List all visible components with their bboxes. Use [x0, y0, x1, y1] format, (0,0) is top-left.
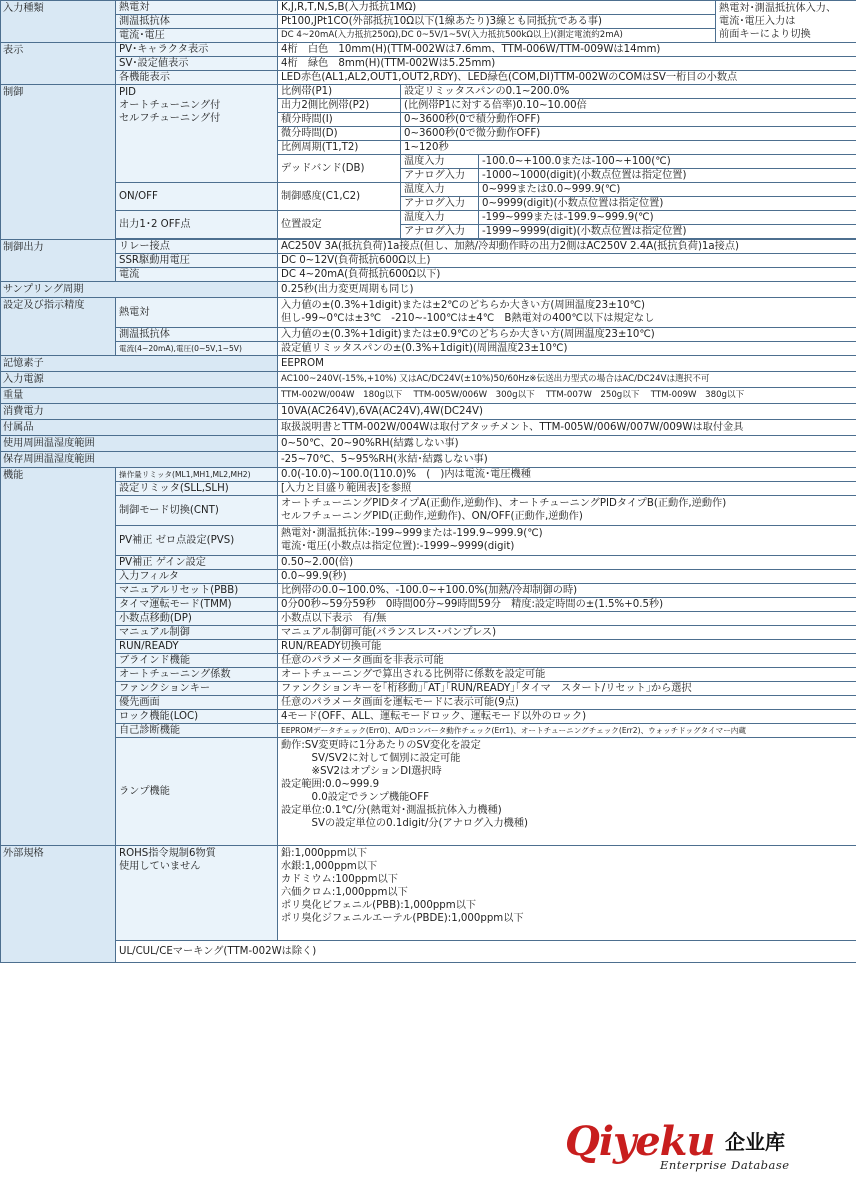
- rohs-value: 鉛:1,000ppm以下 水銀:1,000ppm以下 カドミウム:100ppm以下 六価クロム:1,000ppm以下 ポリ臭化ビフェニル(PBB):1,000ppm以下 ポリ臭化ジフェニルエーテル(PBDE):1,000ppm以下: [278, 846, 856, 941]
- cat-display: 表示: [1, 43, 116, 85]
- input-thermocouple-label: 熱電対: [116, 1, 278, 15]
- accuracy-thermo-label: 熱電対: [116, 298, 278, 328]
- input-switch-note: 熱電対･測温抵抗体入力、 電流･電圧入力は 前面キーにより切換: [716, 1, 856, 43]
- pid-i-value: 0~3600秒(0で積分動作OFF): [401, 113, 856, 127]
- display-func-value: LED赤色(AL1,AL2,OUT1,OUT2,RDY)、LED緑色(COM,DI)TTM-002WのCOMはSV一桁目の小数点: [278, 71, 856, 85]
- func-lock-value: 4モード(OFF、ALL、運転モードロック、運転モード以外のロック): [278, 710, 856, 724]
- out-off-temp-label: 温度入力: [401, 211, 479, 225]
- pid-d-value: 0~3600秒(0で微分動作OFF): [401, 127, 856, 141]
- output-ssr-value: DC 0~12V(負荷抵抗600Ω以上): [278, 254, 856, 268]
- pid-t-label: 比例周期(T1,T2): [278, 141, 401, 155]
- onoff-analog-label: アナログ入力: [401, 197, 479, 211]
- display-pv-value: 4桁 白色 10mm(H)(TTM-002Wは7.6mm、TTM-006W/TTM-009Wは14mm): [278, 43, 856, 57]
- consumption-value: 10VA(AC264V),6VA(AC24V),4W(DC24V): [278, 404, 856, 420]
- onoff-temp-label: 温度入力: [401, 183, 479, 197]
- accuracy-rtd-label: 測温抵抗体: [116, 328, 278, 342]
- marking-value: UL/CUL/CEマーキング(TTM-002Wは除く): [116, 941, 856, 963]
- logo-cn: 企业库: [725, 1130, 785, 1154]
- cat-input-type: 入力種類: [1, 1, 116, 43]
- func-cnt-label: 制御モード切換(CNT): [116, 496, 278, 526]
- func-pvs-value: 熱電対･測温抵抗体:-199~999または-199.9~999.9(℃) 電流･電圧(小数点は指定位置):-1999~9999(digit): [278, 526, 856, 556]
- cat-op-env: 使用周囲温湿度範囲: [1, 436, 278, 452]
- func-blind-value: 任意のパラメータ画面を非表示可能: [278, 654, 856, 668]
- display-sv-value: 4桁 緑色 8mm(H)(TTM-002Wは5.25mm): [278, 57, 856, 71]
- func-diag-label: 自己診断機能: [116, 724, 278, 738]
- out-off-position-label: 位置設定: [278, 211, 401, 239]
- accuracy-thermo-value: 入力値の±(0.3%+1digit)または±2℃のどちらか大きい方(周囲温度23±10℃) 但し-99~0℃は±3℃ -210~-100℃は±4℃ B熱電対の400℃以下は規定なし: [278, 298, 856, 328]
- accuracy-analog-value: 設定値リミッタスパンの±(0.3%+1digit)(周囲温度23±10℃): [278, 342, 856, 356]
- out-off-analog-value: -1999~9999(digit)(小数点位置は指定位置): [479, 225, 856, 239]
- cat-sampling: サンプリング周期: [1, 282, 278, 298]
- func-tmm-value: 0分00秒~59分59秒 0時間00分~99時間59分 精度:設定時間の±(1.5%+0.5秒): [278, 598, 856, 612]
- func-priority-label: 優先画面: [116, 696, 278, 710]
- accuracy-analog-label: 電流(4~20mA),電圧(0~5V,1~5V): [116, 342, 278, 356]
- func-run-value: RUN/READY切換可能: [278, 640, 856, 654]
- op-env-value: 0~50℃、20~90%RH(結露しない事): [278, 436, 856, 452]
- func-dp-label: 小数点移動(DP): [116, 612, 278, 626]
- func-run-label: RUN/READY: [116, 640, 278, 654]
- cat-storage-env: 保存周囲温湿度範囲: [1, 452, 278, 468]
- deadband-temp-value: -100.0~+100.0または-100~+100(℃): [479, 155, 856, 169]
- func-manual-label: マニュアル制御: [116, 626, 278, 640]
- func-filter-value: 0.0~99.9(秒): [278, 570, 856, 584]
- out-off-temp-value: -199~999または-199.9~999.9(℃): [479, 211, 856, 225]
- deadband-temp-label: 温度入力: [401, 155, 479, 169]
- rohs-label: ROHS指令規制6物質 使用していません: [116, 846, 278, 941]
- func-pbb-value: 比例帯の0.0~100.0%、-100.0~+100.0%(加熱/冷却制御の時): [278, 584, 856, 598]
- func-gain-label: PV補正 ゲイン設定: [116, 556, 278, 570]
- logo-brand: Qiyeku: [565, 1118, 715, 1165]
- pid-p1-label: 比例帯(P1): [278, 85, 401, 99]
- func-gain-value: 0.50~2.00(倍): [278, 556, 856, 570]
- cat-external: 外部規格: [1, 846, 116, 963]
- cat-functions: 機能: [1, 468, 116, 846]
- func-lock-label: ロック機能(LOC): [116, 710, 278, 724]
- display-sv-label: SV･設定値表示: [116, 57, 278, 71]
- input-rtd-label: 測温抵抗体: [116, 15, 278, 29]
- accessories-value: 取扱説明書とTTM-002W/004Wは取付アタッチメント、TTM-005W/006W/007W/009Wは取付金具: [278, 420, 856, 436]
- watermark-logo: [565, 1118, 835, 1178]
- deadband-label: デッドバンド(DB): [278, 155, 401, 183]
- input-thermocouple-value: K,J,R,T,N,S,B(入力抵抗1MΩ): [278, 1, 716, 15]
- out-off-analog-label: アナログ入力: [401, 225, 479, 239]
- weight-value: TTM-002W/004W 180g以下 TTM-005W/006W 300g以下 TTM-007W 250g以下 TTM-009W 380g以下: [278, 388, 856, 404]
- cat-accessories: 付属品: [1, 420, 278, 436]
- func-fkey-value: ファンクションキーを｢桁移動｣｢AT｣｢RUN/READY｣｢タイマ スタート/リセット｣から選択: [278, 682, 856, 696]
- onoff-label: ON/OFF: [116, 183, 278, 211]
- control-pid-label: PID オートチューニング付 セルフチューニング付: [116, 85, 278, 183]
- input-current-voltage-label: 電流･電圧: [116, 29, 278, 43]
- func-manual-value: マニュアル制御可能(バランスレス･バンプレス): [278, 626, 856, 640]
- func-pbb-label: マニュアルリセット(PBB): [116, 584, 278, 598]
- logo-en: Enterprise Database: [660, 1158, 790, 1172]
- func-setlimit-label: 設定リミッタ(SLL,SLH): [116, 482, 278, 496]
- func-tmm-label: タイマ運転モード(TMM): [116, 598, 278, 612]
- func-filter-label: 入力フィルタ: [116, 570, 278, 584]
- input-current-voltage-value: DC 4~20mA(入力抵抗250Ω),DC 0~5V/1~5V(入力抵抗500kΩ以上)(測定電流約2mA): [278, 29, 716, 43]
- memory-value: EEPROM: [278, 356, 856, 372]
- deadband-analog-label: アナログ入力: [401, 169, 479, 183]
- cat-power: 入力電源: [1, 372, 278, 388]
- pid-i-label: 積分時間(I): [278, 113, 401, 127]
- out-off-label: 出力1･2 OFF点: [116, 211, 278, 239]
- onoff-temp-value: 0~999または0.0~999.9(℃): [479, 183, 856, 197]
- onoff-analog-value: 0~9999(digit)(小数点位置は指定位置): [479, 197, 856, 211]
- accuracy-rtd-value: 入力値の±(0.3%+1digit)または±0.9℃のどちらか大きい方(周囲温度23±10℃): [278, 328, 856, 342]
- func-diag-value: EEPROMデータチェック(Err0)、A/Dコンバータ動作チェック(Err1)、オートチューニングチェック(Err2)、ウォッチドッグタイマー内蔵: [278, 724, 856, 738]
- func-setlimit-value: [入力と目盛り範囲表]を参照: [278, 482, 856, 496]
- func-dp-value: 小数点以下表示 有/無: [278, 612, 856, 626]
- func-limiter-value: 0.0(-10.0)~100.0(110.0)% ( )内は電流･電圧機種: [278, 468, 856, 482]
- cat-consumption: 消費電力: [1, 404, 278, 420]
- deadband-analog-value: -1000~1000(digit)(小数点位置は指定位置): [479, 169, 856, 183]
- onoff-sensitivity-label: 制御感度(C1,C2): [278, 183, 401, 211]
- cat-accuracy: 設定及び指示精度: [1, 298, 116, 356]
- sampling-value: 0.25秒(出力変更周期も同じ): [278, 282, 856, 298]
- func-cnt-value: オートチューニングPIDタイプA(正動作,逆動作)、オートチューニングPIDタイプB(正動作,逆動作) セルフチューニングPID(正動作,逆動作)、ON/OFF(正動作,逆動作): [278, 496, 856, 526]
- display-func-label: 各機能表示: [116, 71, 278, 85]
- func-atcoef-value: オートチューニングで算出される比例帯に係数を設定可能: [278, 668, 856, 682]
- output-relay-value: AC250V 3A(抵抗負荷)1a接点(但し、加熱/冷却動作時の出力2側はAC250V 2.4A(抵抗負荷)1a接点): [278, 240, 856, 254]
- input-rtd-value: Pt100,JPt1CO(外部抵抗10Ω以下(1線あたり)3線とも同抵抗である事): [278, 15, 716, 29]
- storage-env-value: -25~70℃、5~95%RH(氷結･結露しない事): [278, 452, 856, 468]
- pid-t-value: 1~120秒: [401, 141, 856, 155]
- output-ssr-label: SSR駆動用電圧: [116, 254, 278, 268]
- func-atcoef-label: オートチューニング係数: [116, 668, 278, 682]
- func-blind-label: ブラインド機能: [116, 654, 278, 668]
- power-value: AC100~240V(-15%,+10%) 又はAC/DC24V(±10%)50/60Hz※伝送出力型式の場合はAC/DC24Vは選択不可: [278, 372, 856, 388]
- cat-control-output: 制御出力: [1, 240, 116, 282]
- func-ramp-label: ランプ機能: [116, 738, 278, 846]
- cat-control: 制御: [1, 85, 116, 240]
- display-pv-label: PV･キャラクタ表示: [116, 43, 278, 57]
- pid-d-label: 微分時間(D): [278, 127, 401, 141]
- func-ramp-value: 動作:SV変更時に1分あたりのSV変化を設定 SV/SV2に対して個別に設定可能 ※SV2はオプションDI選択時 設定範囲:0.0~999.9 0.0設定でランプ機能OFF 設定単位:0.1℃/分(熱電対･測温抵抗体入力機種) SVの設定単位の0.1digit/分(アナログ入力機種): [278, 738, 856, 846]
- output-relay-label: リレー接点: [116, 240, 278, 254]
- pid-p2-label: 出力2側比例帯(P2): [278, 99, 401, 113]
- func-fkey-label: ファンクションキー: [116, 682, 278, 696]
- func-priority-value: 任意のパラメータ画面を運転モードに表示可能(9点): [278, 696, 856, 710]
- pid-p2-value: (比例帯P1に対する倍率)0.10~10.00倍: [401, 99, 856, 113]
- output-current-value: DC 4~20mA(負荷抵抗600Ω以下): [278, 268, 856, 282]
- cat-weight: 重量: [1, 388, 278, 404]
- cat-memory: 記憶素子: [1, 356, 278, 372]
- func-pvs-label: PV補正 ゼロ点設定(PVS): [116, 526, 278, 556]
- output-current-label: 電流: [116, 268, 278, 282]
- pid-p1-value: 設定リミッタスパンの0.1~200.0%: [401, 85, 856, 99]
- func-limiter-label: 操作量リミッタ(ML1,MH1,ML2,MH2): [116, 468, 278, 482]
